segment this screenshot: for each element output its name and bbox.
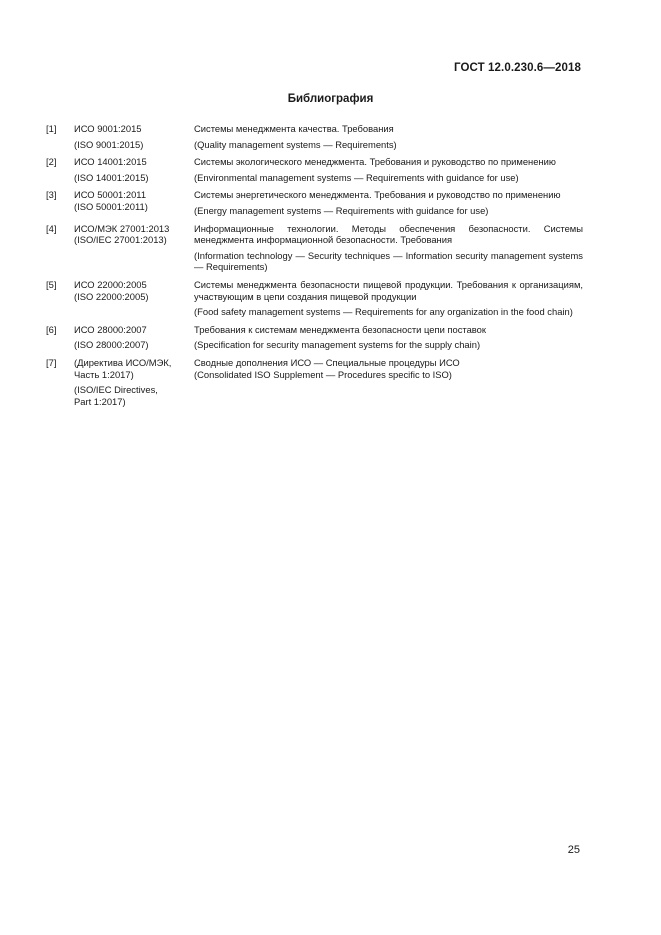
page-number: 25 [567, 844, 580, 856]
standard-code-ru: ИСО 9001:2015 [74, 123, 142, 134]
standard-code-ru: ИСО 50001:2011 [74, 189, 147, 201]
standard-code-ru: ИСО 28000:2007 [74, 323, 147, 335]
entry-standard-code [74, 279, 194, 318]
title-ru: Сводные дополнения ИСО — Специальные процедуры ИСО [194, 356, 460, 368]
bibliography-entry [46, 223, 583, 273]
entry-description [194, 223, 583, 273]
entry-number: [2] [46, 156, 57, 168]
bibliography-entry [46, 123, 583, 150]
standard-code-en: (ISO 9001:2015) [74, 138, 144, 150]
bibliography-entry [46, 156, 583, 183]
section-title: Библиография [287, 93, 374, 105]
entry-standard-code [74, 156, 194, 183]
entry-standard-code [74, 357, 172, 407]
entry-number: [3] [46, 189, 57, 201]
title-ru: Требования к системам менеджмента безопасности цепи поставок [194, 323, 486, 335]
bibliography-entry [46, 324, 583, 351]
entry-number: [7] [46, 356, 57, 368]
title-en: (Food safety management systems — Requirements for any organization in the food chain) [194, 306, 573, 318]
entry-standard-code [74, 223, 194, 273]
entry-standard-code [74, 324, 194, 351]
standard-code-ru: ИСО 14001:2015 [74, 156, 147, 168]
entry-number: [6] [46, 323, 57, 335]
title-ru: Системы энергетического менеджмента. Требования и руководство по применению [194, 189, 561, 201]
title-en: (Energy management systems — Requirements with guidance for use) [194, 204, 489, 216]
title-en: (Quality management systems — Requirements) [194, 138, 397, 150]
standard-code-en: (ISO/IEC Directives, Part 1:2017) [74, 384, 158, 407]
document-code: ГОСТ 12.0.230.6—2018 [454, 62, 581, 74]
bibliography-entry [46, 279, 583, 318]
standard-code-ru: (Директива ИСО/МЭК, Часть 1:2017) [74, 356, 172, 380]
bibliography-list [46, 123, 583, 413]
standard-code-en: (ISO 28000:2007) [74, 339, 149, 351]
entry-description [194, 189, 583, 216]
title-en: (Environmental management systems — Requirements with guidance for use) [194, 171, 519, 183]
standard-code-ru: ИСО/МЭК 27001:2013 [74, 222, 170, 234]
entry-number: [1] [46, 123, 57, 134]
entry-description [194, 156, 583, 183]
standard-code-en: (ISO 50001:2011) [74, 200, 148, 212]
title-en: (Specification for security management systems for the supply chain) [194, 339, 481, 351]
title-ru: Системы экологического менеджмента. Требования и руководство по применению [194, 156, 556, 168]
entry-standard-code [74, 123, 194, 150]
title-ru: Системы менеджмента качества. Требования [194, 123, 394, 134]
bibliography-entry [46, 357, 583, 407]
entry-description [194, 123, 583, 150]
entry-standard-code [74, 189, 194, 216]
entry-number: [5] [46, 278, 57, 290]
entry-number: [4] [46, 222, 57, 234]
standard-code-en: (ISO 22000:2005) [74, 290, 149, 302]
title-en: (Information technology — Security techniques — Information security management systems — Requirements) [194, 249, 583, 273]
bibliography-entry [46, 189, 583, 216]
title-en: (Consolidated ISO Supplement — Procedures specific to ISO) [194, 368, 452, 380]
title-ru: Системы менеджмента безопасности пищевой продукции. Требования к организациям, участвующим в цепи создания пищевой продукции [194, 278, 583, 302]
entry-description [194, 279, 583, 318]
entry-description [194, 357, 583, 407]
title-ru: Информационные технологии. Методы обеспечения безопасности. Системы менеджмента информационной безопасности. Требования [194, 222, 583, 246]
entry-description [194, 324, 583, 351]
standard-code-en: (ISO 14001:2015) [74, 171, 149, 183]
standard-code-ru: ИСО 22000:2005 [74, 278, 147, 290]
standard-code-en: (ISO/IEC 27001:2013) [74, 234, 167, 246]
